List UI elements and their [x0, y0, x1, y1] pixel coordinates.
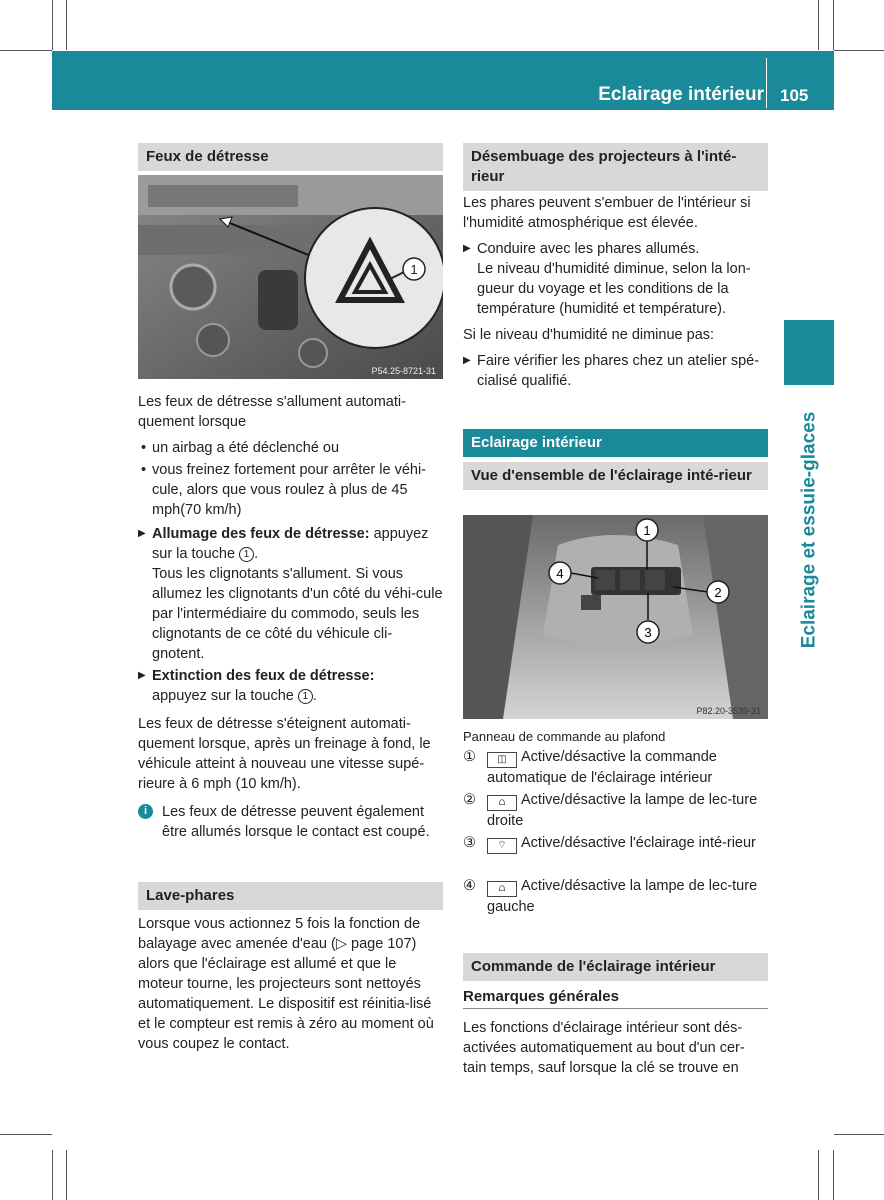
crop-mark [66, 0, 67, 50]
legend-text: Active/désactive la lampe de lec-ture gauche [487, 878, 758, 915]
info-note [138, 802, 443, 842]
ceiling-panel-photo [463, 515, 768, 719]
headlamp-wash-text: Lorsque vous actionnez 5 fois la fonction de balayage avec amenée d'eau (▷ page 107) alors que l'éclairage est allumé et que le moteur tourne, les projecteurs sont nettoyés automatiquement. Le dispositif est réinitia-lisé et le compteur est remis à zéro au moment où vous coupez le contact. [138, 916, 434, 1052]
subsection-heading-overview: Vue d'ensemble de l'éclairage inté-rieur [463, 462, 768, 490]
legend-number: ② [463, 792, 476, 808]
legend-body [487, 876, 767, 918]
section-heading-demisting: Désembuage des projecteurs à l'inté-rieur [463, 143, 768, 191]
legend-body [487, 790, 767, 832]
step-detail: Tous les clignotants s'allument. Si vous allumez les clignotants d'un côté du véhi-cule par l'intermédiaire du commodo, seuls les clignotants de ce côté du véhicule cli-gnotent. [152, 566, 443, 662]
reading-lamp-icon: ⩍ [487, 881, 517, 897]
hazard-text-block [138, 392, 443, 842]
callout-1: 1 [643, 523, 651, 538]
step-text: appuyez sur la touche [152, 526, 429, 562]
interior-control-text: Les fonctions d'éclairage intérieur sont dés-activées automatiquement au bout d'un cer-tain temps, sauf lorsque la clé se trouve en [463, 1020, 745, 1076]
legend-item [463, 747, 768, 789]
callout-1: 1 [410, 262, 418, 277]
section-heading-hazard-lights: Feux de détresse [138, 143, 443, 171]
crop-mark [818, 1150, 819, 1200]
photo-caption: Panneau de commande au plafond [463, 729, 666, 744]
legend-item [463, 876, 768, 918]
crop-mark [818, 0, 819, 50]
after-text: Les feux de détresse s'éteignent automati-quement lorsque, après un freinage à fond, le véhicule atteint à nouveau une vitesse supé-rieure à 6 mph (10 km/h). [138, 716, 431, 792]
info-text: Les feux de détresse peuvent également être allumés lorsque le contact est coupé. [162, 804, 430, 840]
legend-number: ④ [463, 878, 476, 894]
section-heading-headlamp-wash: Lave-phares [138, 882, 443, 910]
step-deactivate [138, 666, 443, 706]
page-number: 105 [780, 86, 809, 105]
legend-number: ③ [463, 835, 476, 851]
side-tab-marker [784, 320, 834, 385]
photo-code: P54.25-8721-31 [371, 366, 436, 376]
callout-2: 2 [714, 585, 722, 600]
page-title: Eclairage intérieur [598, 84, 764, 105]
ref-1: 1 [298, 689, 313, 704]
crop-mark [834, 1134, 884, 1135]
step-label: Extinction des feux de détresse: [152, 668, 375, 684]
legend-item [463, 833, 768, 875]
legend-number: ① [463, 749, 476, 765]
legend-text: Active/désactive l'éclairage inté-rieur [521, 835, 756, 851]
reading-lamp-icon: ⩍ [487, 795, 517, 811]
intro-text: Les feux de détresse s'allument automati-quement lorsque [138, 394, 406, 430]
crop-mark [66, 1150, 67, 1200]
step-activate [138, 524, 443, 564]
auto-light-icon: ◫ [487, 752, 517, 768]
list-item: • vous freinez fortement pour arrêter le véhi-cule, alors que vous roulez à plus de 45 mph(70 km/h) [138, 460, 443, 520]
hazard-switch-photo [138, 175, 443, 379]
intro-text: Les phares peuvent s'embuer de l'intérieur si l'humidité atmosphérique est élevée. [463, 195, 751, 231]
legend-text: Active/désactive la commande automatique de l'éclairage intérieur [487, 749, 717, 786]
condition-text: Si le niveau d'humidité ne diminue pas: [463, 327, 715, 343]
punct: . [312, 688, 317, 704]
crop-mark [834, 50, 884, 51]
ceiling-panel-illustration [463, 515, 768, 719]
step-drive: ▶ Conduire avec les phares allumés. [463, 239, 768, 259]
demisting-text-block [463, 193, 768, 391]
crop-mark [52, 0, 53, 50]
header-divider [766, 58, 767, 108]
ref-1: 1 [239, 547, 254, 562]
legend-item [463, 790, 768, 832]
section-heading-interior-lighting: Eclairage intérieur [463, 429, 768, 457]
crop-mark [833, 1150, 834, 1200]
subsection-heading-general: Remarques générales [463, 988, 768, 1009]
step-check: ▶ Faire vérifier les phares chez un atelier spé-cialisé qualifié. [463, 351, 768, 391]
info-icon: i [138, 804, 153, 819]
callout-3: 3 [644, 625, 652, 640]
crop-mark [52, 1150, 53, 1200]
interior-light-icon: ⌔ [487, 838, 517, 854]
step-detail: Le niveau d'humidité diminue, selon la lon-gueur du voyage et les conditions de la température (humidité et température). [477, 261, 751, 317]
section-heading-interior-control: Commande de l'éclairage intérieur [463, 953, 768, 981]
step-label: Allumage des feux de détresse: [152, 526, 370, 542]
step-text: appuyez sur la touche [152, 688, 298, 704]
hazard-switch-illustration [138, 175, 443, 379]
legend-body [487, 833, 767, 854]
legend-text: Active/désactive la lampe de lec-ture droite [487, 792, 758, 829]
list-item: • un airbag a été déclenché ou [138, 438, 443, 458]
side-tab-label: Eclairage et essuie-glaces [798, 411, 819, 649]
punct: . [254, 546, 259, 562]
callout-4: 4 [556, 566, 564, 581]
legend-body [487, 747, 767, 789]
crop-mark [0, 50, 52, 51]
photo-code: P82.20-3539-31 [696, 706, 761, 716]
crop-mark [833, 0, 834, 50]
crop-mark [0, 1134, 52, 1135]
